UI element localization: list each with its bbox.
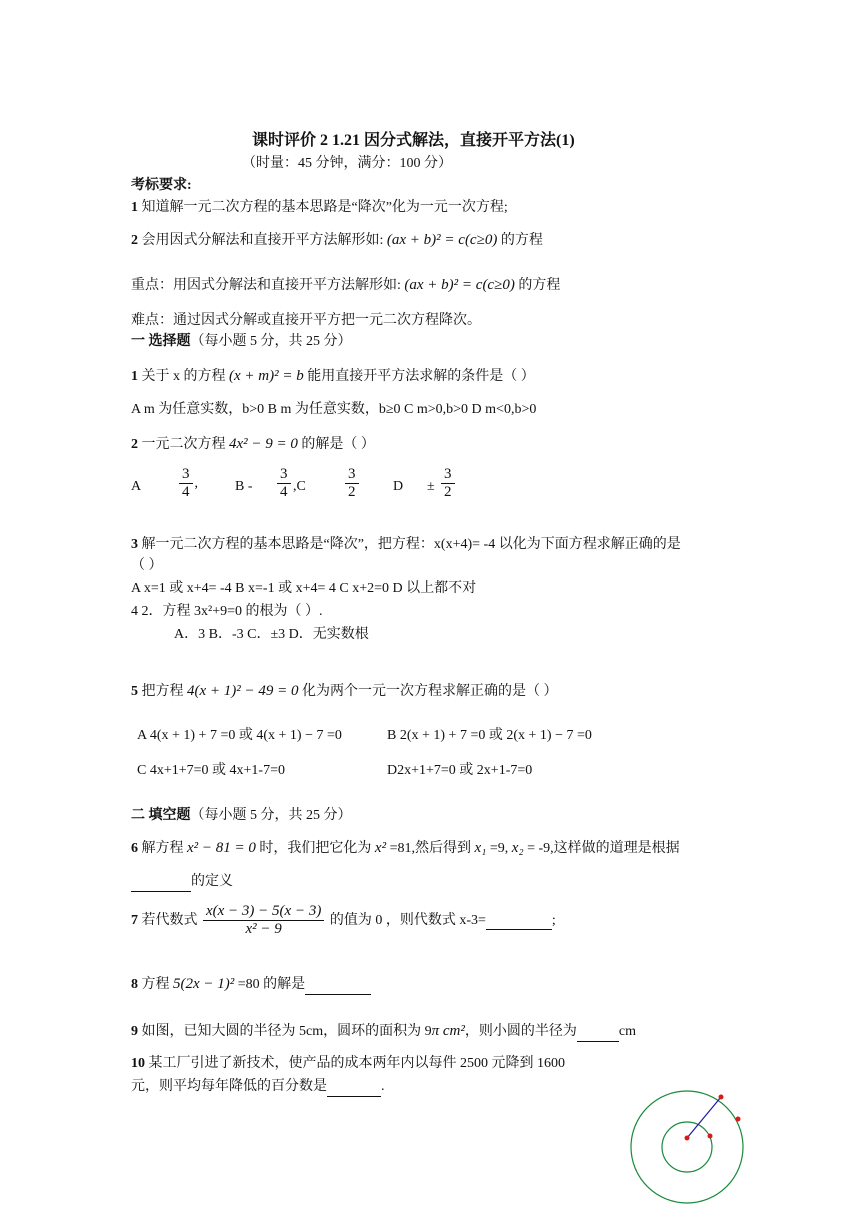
formula: cm² (439, 1023, 465, 1039)
section-1-heading (131, 333, 352, 351)
answer-blank[interactable] (305, 976, 371, 995)
question-3-options: A x=1 或 x+4= -4 B x=-1 或 x+4= 4 C x+2=0 D 以上都不对 (131, 581, 477, 596)
answer-blank[interactable] (486, 912, 552, 931)
item-number: 2 (131, 233, 138, 248)
question-number: 1 (131, 369, 138, 384)
question-text: 的定义 (191, 874, 233, 889)
plus-minus-sign: ± (427, 479, 435, 494)
question-text: 方程 (138, 977, 173, 992)
section-number: 一 (131, 334, 145, 349)
formula: 5(2x − 1)² (173, 976, 235, 992)
question-text: =81,然后得到 (386, 841, 475, 856)
requirements-heading: 考标要求: (131, 178, 192, 193)
formula: x₁ (474, 840, 487, 856)
formula: x² − 81 = 0 (187, 840, 256, 856)
question-7 (131, 903, 556, 939)
question-2-options (131, 466, 491, 510)
question-4: 4 2．方程 3x²+9=0 的根为（ ）. (131, 604, 323, 619)
key-tail: 的方程 (518, 278, 561, 293)
option-c-label: ,C (293, 479, 306, 494)
question-text: 解方程 (138, 841, 187, 856)
formula: (x + m)² = b (229, 368, 304, 384)
formula: 4x² − 9 = 0 (229, 436, 298, 452)
page-subtitle: （时量：45 分钟，满分：100 分） (242, 156, 452, 171)
question-1-options: A m 为任意实数，b>0 B m 为任意实数，b≥0 C m>0,b>0 D m<0,b>0 (131, 402, 537, 417)
question-text: . (381, 1079, 385, 1094)
question-5-option-b: B 2(x + 1) + 7 =0 或 2(x + 1) − 7 =0 (387, 728, 592, 743)
item-text: 知道解一元二次方程的基本思路是“降次”化为一元一次方程; (138, 200, 508, 215)
question-text: 若代数式 (138, 912, 198, 928)
question-number: 5 (131, 684, 138, 699)
option-c-value: $\frac{3}{2}$ (343, 466, 361, 502)
answer-blank[interactable] (577, 1023, 619, 1042)
option-d-label: D (393, 479, 404, 494)
item-tail: 的方程 (500, 233, 543, 248)
section-note: （每小题 5 分，共 25 分） (190, 808, 352, 823)
option-b-value: $\frac{3}{4}$ (275, 466, 293, 502)
question-8 (131, 975, 371, 995)
key-text: 重点：用因式分解法和直接开平方法解形如: (131, 278, 405, 293)
question-3 (131, 536, 681, 554)
formula: π (431, 1023, 440, 1039)
option-d-value: $\frac{3}{2}$ (439, 466, 457, 502)
difficulty-point: 难点：通过因式分解或直接开平方把一元二次方程降次。 (131, 313, 481, 328)
question-6 (131, 839, 680, 858)
formula: 4(x + 1)² − 49 = 0 (187, 683, 299, 699)
question-text: 如图，已知大圆的半径为 5cm，圆环的面积为 9 (138, 1024, 432, 1039)
key-point (131, 276, 560, 295)
page-title: 课时评价 2 1.21 因分式解法，直接开平方法(1) (252, 132, 575, 149)
question-number: 9 (131, 1024, 138, 1039)
answer-blank[interactable] (327, 1078, 381, 1097)
fraction-expression: $\frac{x(x - 3) - 5(x - 3)}{\text{x² − 9}}$ (203, 903, 324, 939)
radius-segment (687, 1097, 721, 1138)
question-text: 关于 x 的方程 (138, 369, 229, 384)
question-text: 时，我们把它化为 (255, 841, 375, 856)
question-text: 一元二次方程 (138, 437, 229, 452)
question-text: 元，则平均每年降低的百分数是 (131, 1079, 327, 1094)
question-text-tail: 化为两个一元一次方程求解正确的是（ ） (302, 684, 558, 699)
outer-point-top (719, 1095, 724, 1100)
center-point (685, 1136, 690, 1141)
requirement-2 (131, 231, 543, 250)
section-title: 选择题 (145, 334, 191, 349)
requirement-1 (131, 199, 508, 217)
question-number: 2 (131, 437, 138, 452)
outer-point-right (736, 1117, 741, 1122)
option-a-value: $\frac{3}{4}$ , (177, 466, 198, 502)
outer-circle (631, 1091, 743, 1203)
answer-blank[interactable] (131, 873, 191, 892)
question-text: 解一元二次方程的基本思路是“降次”，把方程：x(x+4)= -4 以化为下面方程求解正确的是 (138, 537, 681, 552)
question-number: 8 (131, 977, 138, 992)
question-3-paren: （ ） (131, 558, 163, 573)
inner-point (708, 1134, 713, 1139)
section-2-heading (131, 807, 352, 825)
question-text: cm (618, 1024, 636, 1039)
section-title: 二 填空题 (131, 808, 191, 823)
item-text: 会用因式分解法和直接开平方法解形如: (138, 233, 387, 248)
question-number: 7 (131, 912, 138, 928)
question-4-options: A．3 B．-3 C．±3 D．无实数根 (174, 627, 369, 642)
question-number: 6 (131, 841, 138, 856)
inner-circle (662, 1122, 712, 1172)
question-text: =80 的解是 (234, 977, 306, 992)
formula: x₂ (511, 840, 524, 856)
option-a-label: A (131, 479, 142, 494)
item-number: 1 (131, 200, 138, 215)
section-note: （每小题 5 分，共 25 分） (190, 334, 352, 349)
formula: (ax + b)² = c(c≥0) (404, 277, 515, 293)
question-number: 3 (131, 537, 138, 552)
question-1 (131, 367, 535, 386)
question-text: 的值为 0 ，则代数式 x-3= (329, 912, 486, 928)
question-text-tail: 能用直接开平方法求解的条件是（ ） (307, 369, 535, 384)
question-5 (131, 682, 558, 701)
question-6-blank-line (131, 873, 233, 892)
question-text: 把方程 (138, 684, 187, 699)
question-text: = -9,这样做的道理是根据 (523, 841, 680, 856)
question-number: 10 (131, 1056, 145, 1071)
question-text-tail: 的解是（ ） (301, 437, 375, 452)
question-5-option-c: C 4x+1+7=0 或 4x+1-7=0 (137, 763, 285, 778)
question-5-option-d: D2x+1+7=0 或 2x+1-7=0 (387, 763, 533, 778)
question-2 (131, 435, 375, 454)
option-b-label: B - (235, 479, 253, 494)
question-text: ; (551, 912, 556, 928)
question-10 (131, 1055, 565, 1073)
question-text: 某工厂引进了新技术，使产品的成本两年内以每件 2500 元降到 1600 (145, 1056, 565, 1071)
question-9 (131, 1022, 636, 1042)
annulus-figure (626, 1082, 756, 1212)
question-5-option-a: A 4(x + 1) + 7 =0 或 4(x + 1) − 7 =0 (137, 728, 342, 743)
question-10-line-2 (131, 1078, 385, 1097)
question-text: =9, (486, 841, 512, 856)
formula: (ax + b)² = c(c≥0) (386, 232, 498, 248)
question-text: ，则小圆的半径为 (464, 1024, 577, 1039)
formula: x² (374, 840, 387, 856)
